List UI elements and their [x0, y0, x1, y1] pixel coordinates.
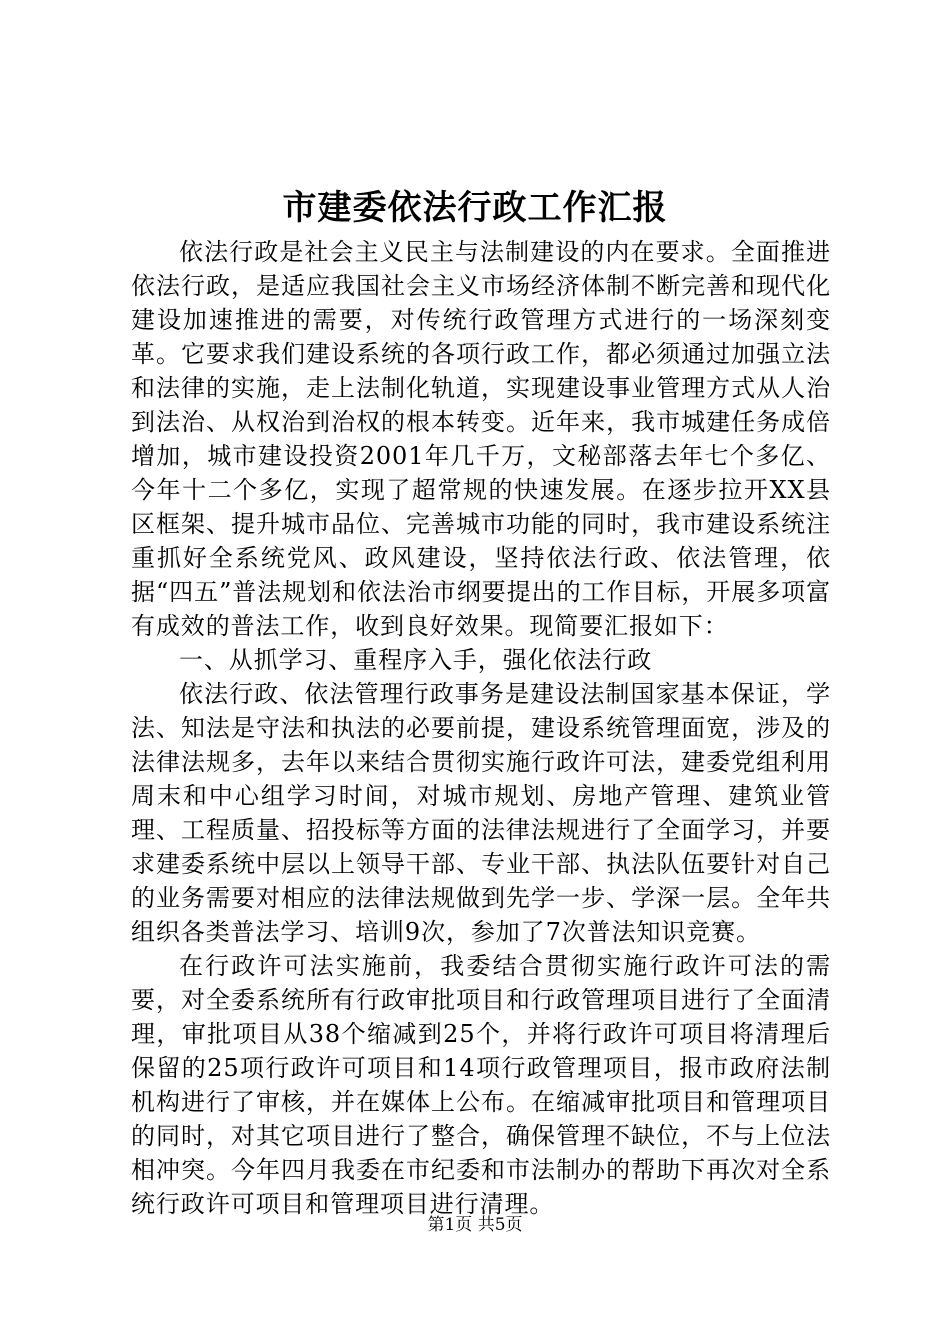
page-footer: 第1页 共5页: [427, 1215, 523, 1235]
section-heading: 一、从抓学习、重程序入手，强化依法行政: [179, 646, 653, 674]
body-paragraph: 在行政许可法实施前，我委结合贯彻实施行政许可法的需要，对全委系统所有行政审批项目和行政管理项目进行了全面清理，审批项目从38个缩减到25个，并将行政许可项目将清理后保留的25项行政许可项目和14项行政管理项目，报市政府法制机构进行了审核，并在媒体上公布。在缩减审批项目和管理项目的同时，对其它项目进行了整合，确保管理不缺位，不与上位法相冲突。今年四月我委在市纪委和市法制办的帮助下再次对全系统行政许可项目和管理项目进行清理。: [131, 952, 831, 1218]
body-paragraph: 依法行政、依法管理行政事务是建设法制国家基本保证，学法、知法是守法和执法的必要前提，建设系统管理面宽，涉及的法律法规多，去年以来结合贯彻实施行政许可法，建委党组利用周末和中心组学习时间，对城市规划、房地产管理、建筑业管理、工程质量、招投标等方面的法律法规进行了全面学习，并要求建委系统中层以上领导干部、专业干部、执法队伍要针对自己的业务需要对相应的法律法规做到先学一步、学深一层。全年共组织各类普法学习、培训9次，参加了7次普法知识竞赛。: [131, 680, 831, 946]
intro-paragraph: 依法行政是社会主义民主与法制建设的内在要求。全面推进依法行政，是适应我国社会主义市场经济体制不断完善和现代化建设加速推进的需要，对传统行政管理方式进行的一场深刻变革。它要求我们建设系统的各项行政工作，都必须通过加强立法和法律的实施，走上法制化轨道，实现建设事业管理方式从人治到法治、从权治到治权的根本转变。近年来，我市城建任务成倍增加，城市建设投资2001年几千万，文秘部落去年七个多亿、今年十二个多亿，实现了超常规的快速发展。在逐步拉开XX县区框架、提升城市品位、完善城市功能的同时，我市建设系统注重抓好全系统党风、政风建设，坚持依法行政、依法管理，依据“四五”普法规划和依法治市纲要提出的工作目标，开展多项富有成效的普法工作，收到良好效果。现简要汇报如下：: [131, 238, 831, 640]
document-body: [131, 235, 831, 1221]
document-title: 市建委依法行政工作汇报: [282, 188, 668, 228]
